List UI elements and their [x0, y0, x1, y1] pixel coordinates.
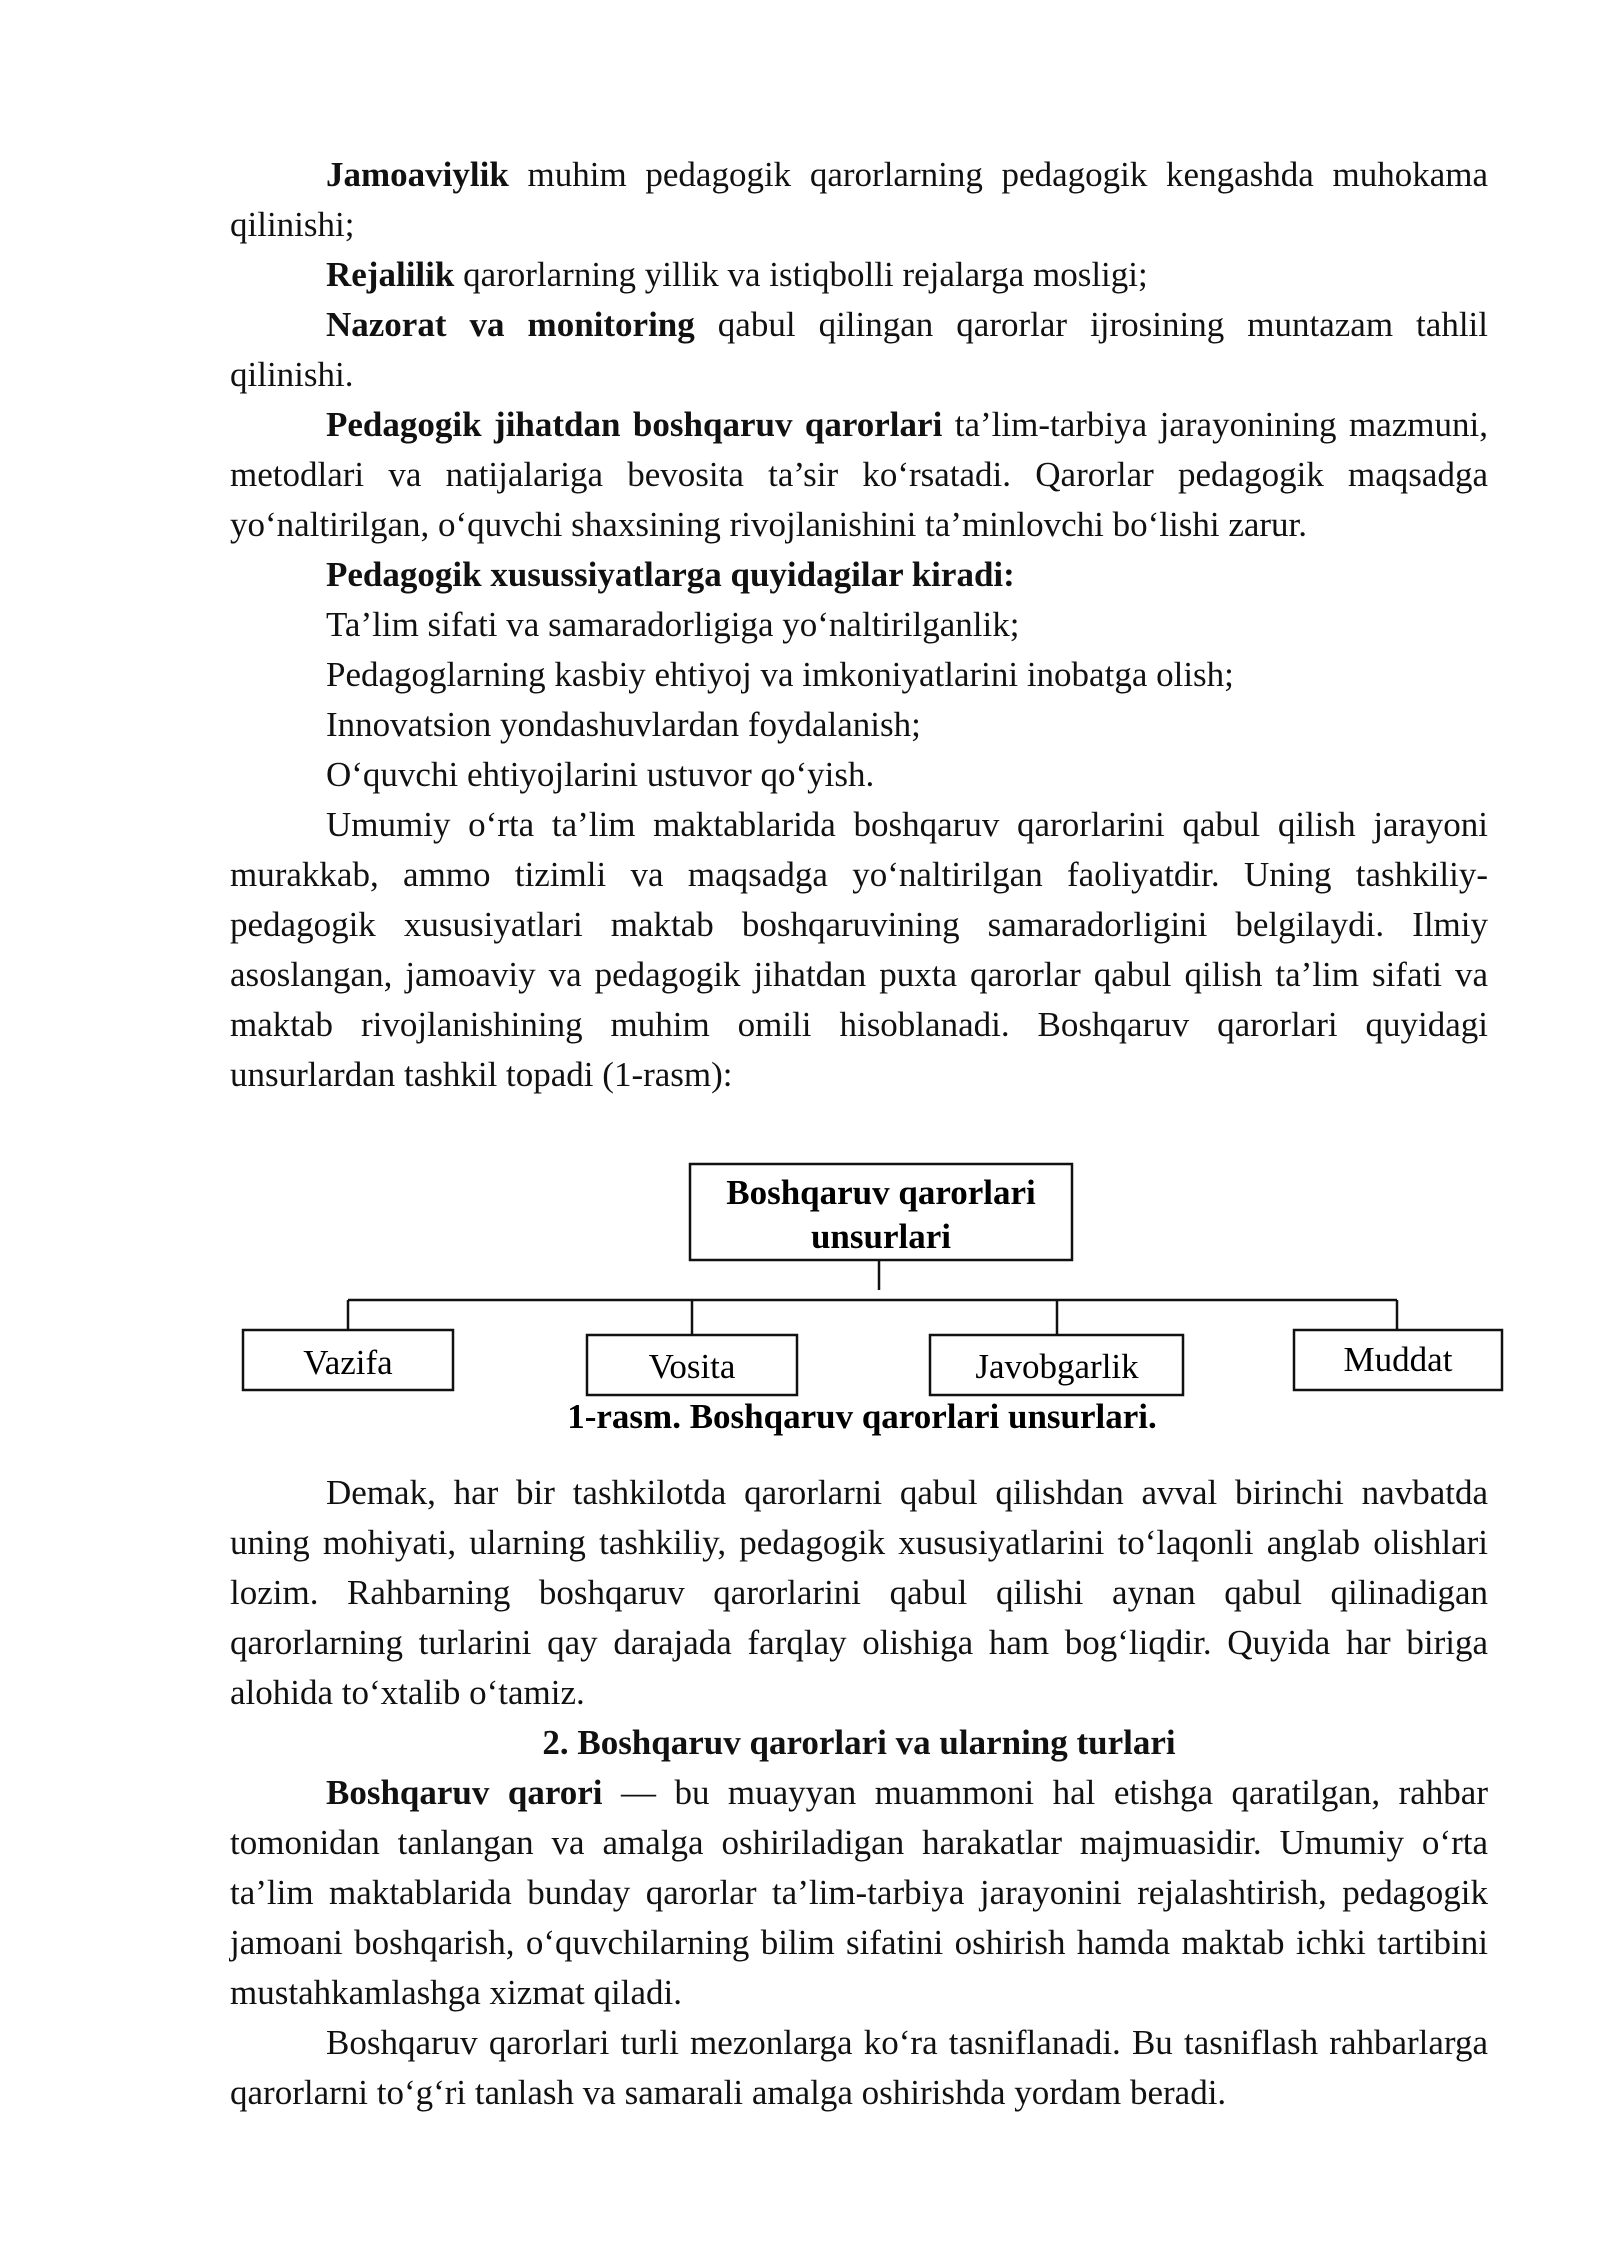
- text-block-bottom: [230, 1468, 1488, 2118]
- definition-paragraph: Boshqaruv qarori — bu muayyan muammoni hal etishga qaratilgan, rahbar tomonidan tanlangan va amalga oshiriladigan harakatlar majmuasidir. Umumiy o‘rta ta’lim maktablarida bunday qarorlar ta’lim-tarbiya jarayonini rejalashtirish, pedagogik jamoani boshqarish, o‘quvchilarning bilim sifatini oshirish hamda maktab ichki tartibini mustahkamlashga xizmat qiladi.: [230, 1773, 1488, 2012]
- diagram-child-label: Vazifa: [303, 1343, 393, 1382]
- figure-caption: 1-rasm. Boshqaruv qarorlari unsurlari.: [567, 1397, 1157, 1436]
- term-boshqaruv-qarori: Boshqaruv qarori: [326, 1773, 603, 1812]
- feature-item: Ta’lim sifati va samaradorligiga yo‘naltirilganlik;: [326, 605, 1020, 644]
- conclusion-paragraph: Demak, har bir tashkilotda qarorlarni qabul qilishdan avval birinchi navbatda uning mohiyati, ularning tashkiliy, pedagogik xususiyatlarini to‘laqonli anglab olishlari lozim. Rahbarning boshqaruv qarorlarini qabul qilishi aynan qabul qilinadigan qarorlarning turlarini qay darajada farqlay olishiga ham bog‘liqdir. Quyida har biriga alohida to‘xtalib o‘tamiz.: [230, 1473, 1488, 1712]
- term-nazorat: Nazorat va monitoring: [326, 305, 695, 344]
- feature-item: Innovatsion yondashuvlardan foydalanish;: [326, 705, 921, 744]
- final-paragraph: Boshqaruv qarorlari turli mezonlarga ko‘ra tasniflanadi. Bu tasniflash rahbarlarga qarorlarni to‘g‘ri tanlash va samarali amalga oshirishda yordam beradi.: [230, 2023, 1488, 2112]
- diagram-root-label-line2: unsurlari: [810, 1217, 952, 1256]
- section-heading: 2. Boshqaruv qarorlari va ularning turlari: [542, 1723, 1176, 1762]
- term-pedagogik-qarorlar: Pedagogik jihatdan boshqaruv qarorlari: [326, 405, 943, 444]
- decision-elements-diagram: [0, 1160, 1600, 1450]
- feature-item: O‘quvchi ehtiyojlarini ustuvor qo‘yish.: [326, 755, 875, 794]
- features-heading: Pedagogik xusussiyatlarga quyidagilar kiradi:: [326, 555, 1015, 594]
- term-rejalilik: Rejalilik: [326, 255, 455, 294]
- feature-item: Pedagoglarning kasbiy ehtiyoj va imkoniyatlarini inobatga olish;: [326, 655, 1234, 694]
- diagram-child-label: Muddat: [1343, 1340, 1453, 1379]
- diagram-child-label: Vosita: [648, 1347, 736, 1386]
- paragraph-nazorat: Nazorat va monitoring qabul qilingan qarorlar ijrosining muntazam tahlil qilinishi.: [230, 305, 1488, 394]
- paragraph-rejalilik: Rejalilik qarorlarning yillik va istiqbolli rejalarga mosligi;: [326, 255, 1148, 294]
- intro-paragraph: Umumiy o‘rta ta’lim maktablarida boshqaruv qarorlarini qabul qilish jarayoni murakkab, ammo tizimli va maqsadga yo‘naltirilgan faoliyatdir. Uning tashkiliy-pedagogik xususiyatlari maktab boshqaruvining samaradorligini belgilaydi. Ilmiy asoslangan, jamoaviy va pedagogik jihatdan puxta qarorlar qabul qilish ta’lim sifati va maktab rivojlanishining muhim omili hisoblanadi. Boshqaruv qarorlari quyidagi unsurlardan tashkil topadi (1-rasm):: [230, 805, 1488, 1094]
- diagram-root-label-line1: Boshqaruv qarorlari: [726, 1173, 1036, 1212]
- paragraph-pedagogik-qarorlar: Pedagogik jihatdan boshqaruv qarorlari ta’lim-tarbiya jarayonining mazmuni, metodlari va natijalariga bevosita ta’sir ko‘rsatadi. Qarorlar pedagogik maqsadga yo‘naltirilgan, o‘quvchi shaxsining rivojlanishini ta’minlovchi bo‘lishi zarur.: [230, 405, 1488, 544]
- diagram-child-label: Javobgarlik: [975, 1347, 1139, 1386]
- paragraph-jamoaviylik: Jamoaviylik muhim pedagogik qarorlarning pedagogik kengashda muhokama qilinishi;: [230, 155, 1488, 244]
- text-block-top: [230, 150, 1488, 1100]
- term-jamoaviylik: Jamoaviylik: [326, 155, 509, 194]
